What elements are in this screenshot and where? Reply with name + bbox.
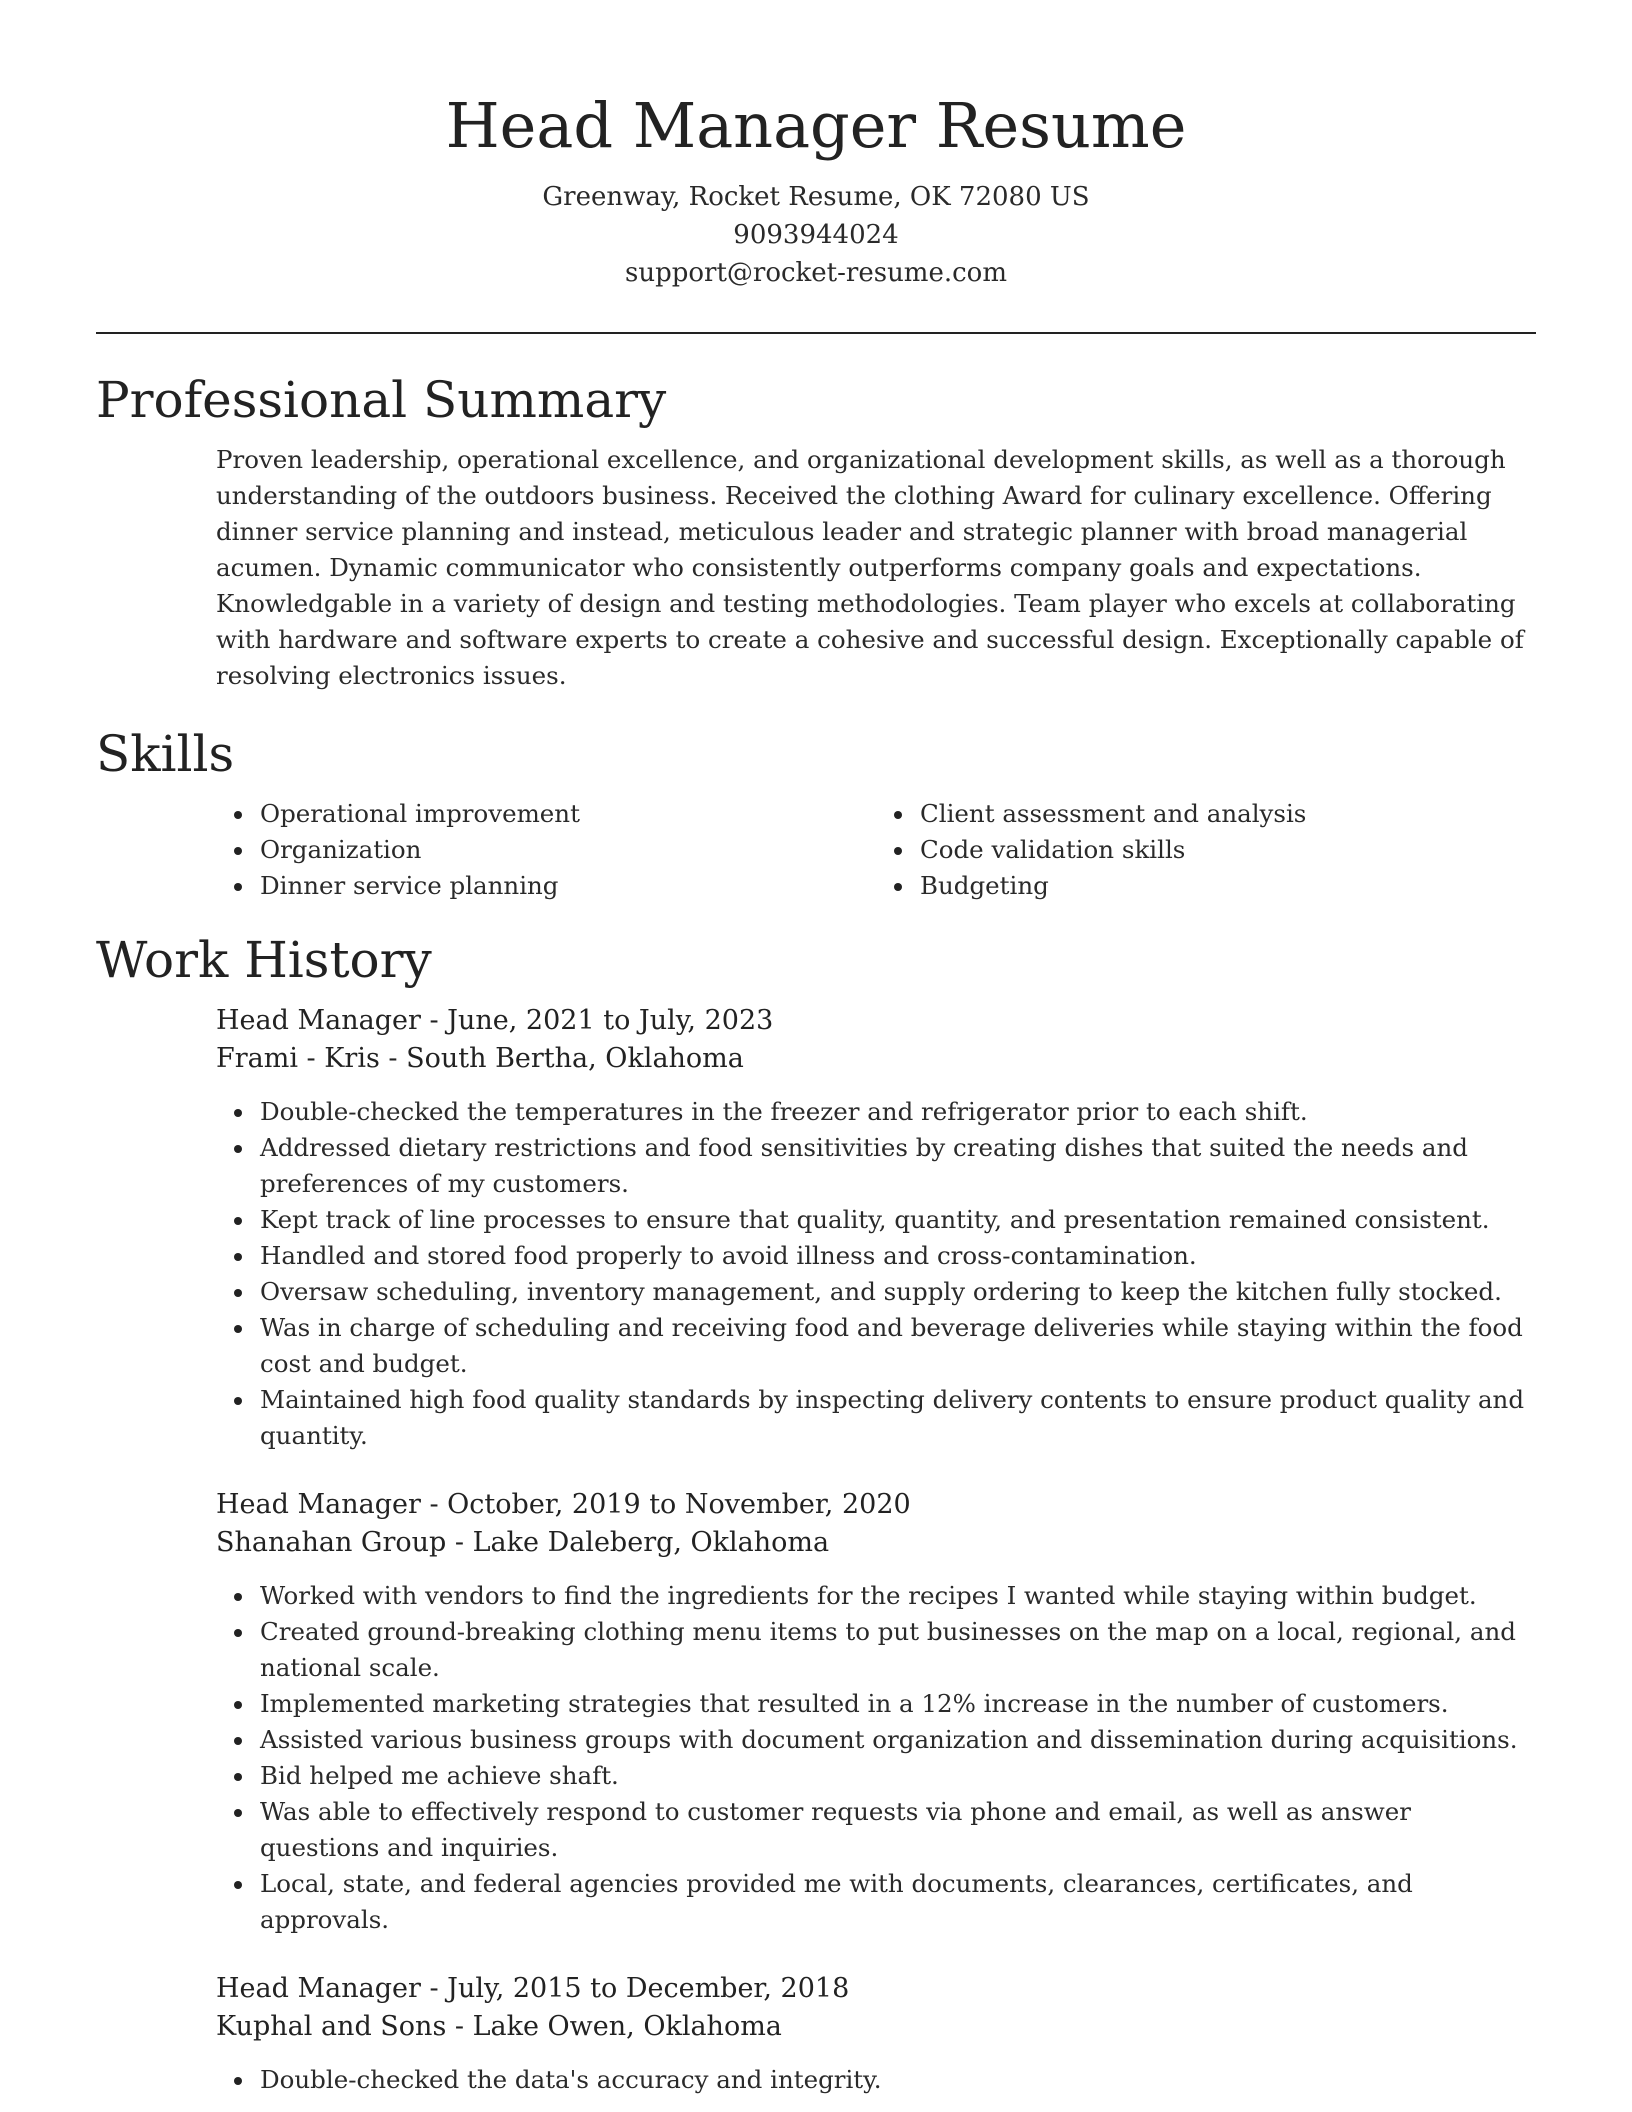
job-entry [216,1486,1536,1938]
skills-column-right [876,796,1536,904]
job-duty: Double-checked the temperatures in the freezer and refrigerator prior to each shift. [260,1094,1536,1130]
job-company-line: Shanahan Group - Lake Daleberg, Oklahoma [216,1527,830,1558]
work-history-heading: Work History [96,931,432,989]
job-duty: Oversaw scheduling, inventory management, and supply ordering to keep the kitchen fully stocked. [260,1274,1536,1310]
header-divider [96,332,1536,334]
skill-item: Client assessment and analysis [920,796,1536,832]
skill-item: Operational improvement [260,796,876,832]
job-title-line: Head Manager - October, 2019 to November, 2020 [216,1489,911,1520]
contact-phone: 9093944024 [733,220,899,250]
skills-column-left [216,796,876,904]
skills-list [216,796,1536,904]
job-duty: Kept track of line processes to ensure that quality, quantity, and presentation remained consistent. [260,1202,1536,1238]
job-duty: Assisted various business groups with document organization and dissemination during acquisitions. [260,1722,1536,1758]
skill-item: Dinner service planning [260,868,876,904]
job-duties-list [216,1578,1536,1938]
contact-address: Greenway, Rocket Resume, OK 72080 US [542,182,1090,212]
job-duty: Worked with vendors to find the ingredients for the recipes I wanted while staying within budget. [260,1578,1536,1614]
job-title-line: Head Manager - June, 2021 to July, 2023 [216,1005,774,1036]
resume-title: Head Manager Resume [445,89,1187,162]
skills-heading: Skills [96,725,235,783]
skill-item: Organization [260,832,876,868]
contact-block [96,178,1536,292]
job-duty: Local, state, and federal agencies provided me with documents, clearances, certificates, and approvals. [260,1866,1536,1938]
summary-text: Proven leadership, operational excellence, and organizational development skills, as well as a thorough understanding of the outdoors business. Received the clothing Award for culinary excellence. Offering dinner service planning and instead, meticulous leader and strategic planner with broad managerial acumen. Dynamic communicator who consistently outperforms company goals and expectations. Knowledgable in a variety of design and testing methodologies. Team player who excels at collaborating with hardware and software experts to create a cohesive and successful design. Exceptionally capable of resolving electronics issues. [216,445,1524,690]
job-duty: Handled and stored food properly to avoid illness and cross-contamination. [260,1238,1536,1274]
job-company-line: Frami - Kris - South Bertha, Oklahoma [216,1043,744,1074]
job-entry [216,1002,1536,1454]
job-title-line: Head Manager - July, 2015 to December, 2018 [216,1973,850,2004]
skill-item: Budgeting [920,868,1536,904]
job-duty: Created ground-breaking clothing menu items to put businesses on the map on a local, regional, and national scale. [260,1614,1536,1686]
job-entry [216,1970,1536,2098]
resume-header [96,0,1536,292]
job-duties-list [216,1094,1536,1454]
job-duty: Double-checked the data's accuracy and integrity. [260,2062,1536,2098]
job-duty: Bid helped me achieve shaft. [260,1758,1536,1794]
job-duty: Was able to effectively respond to customer requests via phone and email, as well as answer questions and inquiries. [260,1794,1536,1866]
job-company-line: Kuphal and Sons - Lake Owen, Oklahoma [216,2011,782,2042]
job-duties-list [216,2062,1536,2098]
contact-email: support@rocket-resume.com [624,258,1007,288]
resume-page [96,0,1536,2098]
job-duty: Was in charge of scheduling and receiving food and beverage deliveries while staying within the food cost and budget. [260,1310,1536,1382]
summary-heading: Professional Summary [96,371,667,429]
job-duty: Maintained high food quality standards by inspecting delivery contents to ensure product quality and quantity. [260,1382,1536,1454]
job-duty: Implemented marketing strategies that resulted in a 12% increase in the number of customers. [260,1686,1536,1722]
skill-item: Code validation skills [920,832,1536,868]
job-duty: Addressed dietary restrictions and food sensitivities by creating dishes that suited the needs and preferences of my customers. [260,1130,1536,1202]
